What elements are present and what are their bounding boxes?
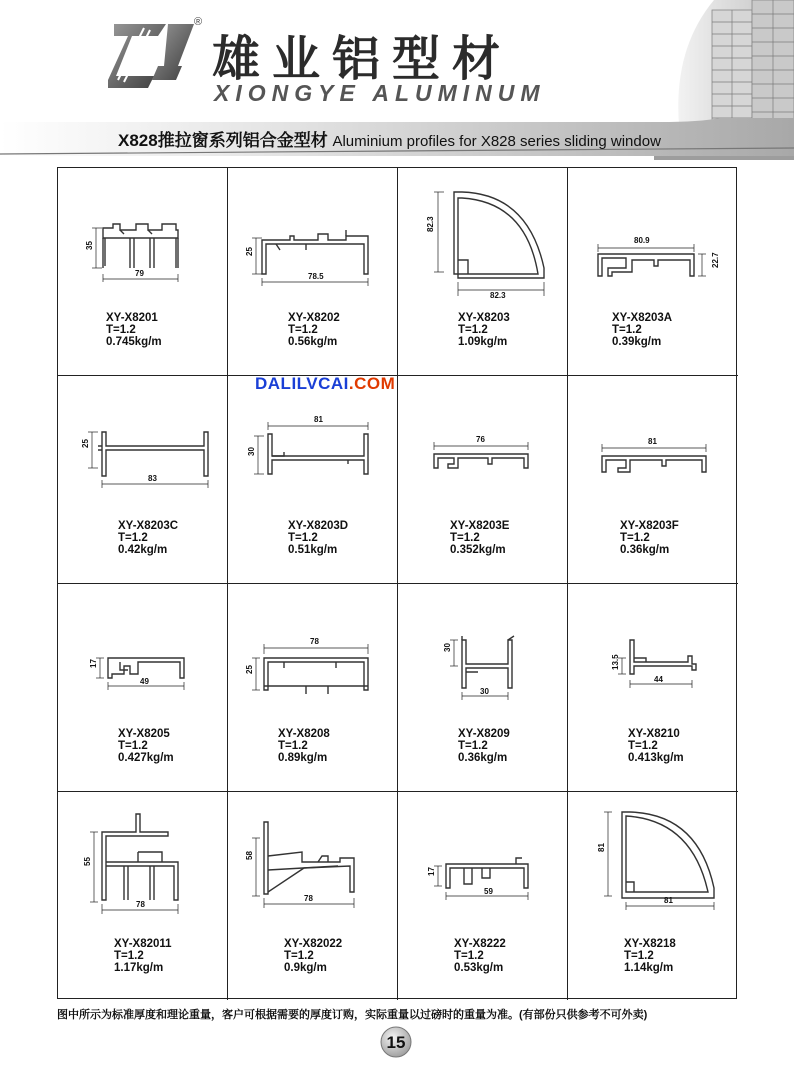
profile-code: XY-X8203F	[620, 520, 679, 532]
profile-thickness: T=1.2	[288, 532, 318, 544]
profile-thickness: T=1.2	[624, 950, 654, 962]
profile-card	[568, 376, 738, 584]
profile-code: XY-X82022	[284, 938, 343, 950]
profile-code: XY-X8203E	[450, 520, 510, 532]
profile-weight: 0.36kg/m	[458, 752, 508, 764]
profile-weight: 0.427kg/m	[118, 752, 174, 764]
profile-weight: 0.39kg/m	[612, 336, 662, 348]
profile-card	[228, 584, 398, 792]
dim-label: 30	[480, 687, 489, 696]
profile-info	[450, 520, 509, 556]
profile-info	[624, 938, 676, 974]
dim-label: 25	[245, 665, 254, 674]
profile-card	[568, 792, 738, 1000]
watermark-suffix: .COM	[348, 374, 396, 393]
dim-label: 58	[245, 851, 254, 860]
page-title-cn: X828推拉窗系列铝合金型材	[118, 131, 328, 150]
dim-label: 25	[81, 439, 90, 448]
profile-code: XY-X8210	[628, 728, 680, 740]
profile-thickness: T=1.2	[458, 740, 488, 752]
profile-info	[458, 312, 510, 348]
page-header	[0, 0, 794, 160]
dim-label: 49	[140, 677, 149, 686]
profile-card	[58, 584, 228, 792]
dim-label: 59	[484, 887, 493, 896]
dim-label: 81	[648, 437, 657, 446]
dim-label: 82.3	[426, 216, 435, 232]
profile-card	[398, 584, 568, 792]
dim-label: 30	[443, 643, 452, 652]
dim-label: 78	[310, 637, 319, 646]
dim-label: 17	[89, 659, 98, 668]
profile-info	[118, 520, 178, 556]
dim-label: 13.5	[611, 654, 620, 670]
profile-weight: 0.56kg/m	[288, 336, 338, 348]
brand-name-en: XIONGYE ALUMINUM	[214, 80, 546, 106]
profile-code: XY-X8209	[458, 728, 510, 740]
dim-label: 81	[597, 843, 606, 852]
profile-card	[228, 792, 398, 1000]
profile-card	[58, 168, 228, 376]
profile-info	[620, 520, 679, 556]
profile-code: XY-X82011	[114, 938, 172, 950]
profile-code: XY-X8203D	[288, 520, 349, 532]
profile-weight: 0.413kg/m	[628, 752, 684, 764]
profile-code: XY-X8222	[454, 938, 506, 950]
profile-thickness: T=1.2	[284, 950, 314, 962]
profile-weight: 1.14kg/m	[624, 962, 674, 974]
profile-code: XY-X8202	[288, 312, 340, 324]
page-title	[118, 126, 661, 151]
profile-card	[398, 168, 568, 376]
profile-weight: 0.42kg/m	[118, 544, 168, 556]
profile-info	[288, 312, 340, 348]
dim-label: 80.9	[634, 236, 650, 245]
profile-weight: 1.17kg/m	[114, 962, 164, 974]
profile-thickness: T=1.2	[620, 532, 650, 544]
profile-card	[398, 792, 568, 1000]
profile-info	[106, 312, 162, 348]
dim-label: 78	[136, 900, 145, 909]
site-watermark	[255, 374, 395, 394]
dim-label: 44	[654, 675, 663, 684]
profile-thickness: T=1.2	[628, 740, 658, 752]
brand-logo	[108, 20, 196, 92]
profile-weight: 0.89kg/m	[278, 752, 328, 764]
page-title-en: Aluminium profiles for X828 series sliding window	[332, 133, 661, 150]
page-number: 15	[386, 1033, 406, 1052]
profile-weight: 0.9kg/m	[284, 962, 327, 974]
profile-thickness: T=1.2	[114, 950, 144, 962]
profile-info	[284, 938, 342, 974]
dim-label: 76	[476, 435, 485, 444]
brand-name-cn: 雄业铝型材	[212, 31, 513, 87]
profile-card	[228, 168, 398, 376]
profile-info	[628, 728, 684, 764]
page-number-badge	[379, 1025, 413, 1059]
profile-info	[288, 520, 348, 556]
profile-grid	[57, 167, 737, 999]
profile-card	[568, 168, 738, 376]
profile-weight: 0.352kg/m	[450, 544, 506, 556]
dim-label: 25	[245, 247, 254, 256]
footnote: 图中所示为标准厚度和理论重量，客户可根据需要的厚度订购，实际重量以过磅时的重量为准。(有部份只供参考不可外卖)	[57, 1009, 648, 1021]
profile-code: XY-X8208	[278, 728, 330, 740]
watermark-main: DALILVCAI	[255, 374, 349, 393]
dim-label: 30	[247, 447, 256, 456]
dim-label: 81	[664, 896, 673, 905]
profile-thickness: T=1.2	[106, 324, 136, 336]
profile-weight: 0.36kg/m	[620, 544, 670, 556]
profile-code: XY-X8203A	[612, 312, 673, 324]
profile-thickness: T=1.2	[612, 324, 642, 336]
profile-thickness: T=1.2	[458, 324, 488, 336]
profile-thickness: T=1.2	[450, 532, 480, 544]
dim-label: 35	[85, 241, 94, 250]
dim-label: 79	[135, 269, 144, 278]
profile-thickness: T=1.2	[278, 740, 308, 752]
profile-weight: 1.09kg/m	[458, 336, 508, 348]
profile-weight: 0.53kg/m	[454, 962, 504, 974]
profile-info	[114, 938, 172, 974]
dim-label: 81	[314, 415, 323, 424]
registered-mark: ®	[194, 16, 203, 28]
profile-code: XY-X8218	[624, 938, 676, 950]
dim-label: 55	[83, 857, 92, 866]
profile-weight: 0.745kg/m	[106, 336, 162, 348]
dim-label: 78	[304, 894, 313, 903]
dim-label: 83	[148, 474, 157, 483]
title-bar	[0, 118, 794, 156]
profile-info	[118, 728, 174, 764]
profile-info	[458, 728, 510, 764]
profile-thickness: T=1.2	[454, 950, 484, 962]
profile-thickness: T=1.2	[118, 740, 148, 752]
dim-label: 22.7	[711, 252, 720, 268]
profile-info	[612, 312, 672, 348]
profile-card	[568, 584, 738, 792]
profile-card	[58, 792, 228, 1000]
profile-weight: 0.51kg/m	[288, 544, 338, 556]
profile-code: XY-X8203C	[118, 520, 179, 532]
profile-code: XY-X8205	[118, 728, 170, 740]
profile-thickness: T=1.2	[118, 532, 148, 544]
profile-card	[398, 376, 568, 584]
profile-card	[58, 376, 228, 584]
profile-thickness: T=1.2	[288, 324, 318, 336]
profile-code: XY-X8201	[106, 312, 158, 324]
profile-code: XY-X8203	[458, 312, 510, 324]
profile-info	[278, 728, 330, 764]
dim-label: 17	[427, 867, 436, 876]
profile-card	[228, 376, 398, 584]
dim-label: 82.3	[490, 291, 506, 300]
profile-info	[454, 938, 506, 974]
dim-label: 78.5	[308, 272, 324, 281]
